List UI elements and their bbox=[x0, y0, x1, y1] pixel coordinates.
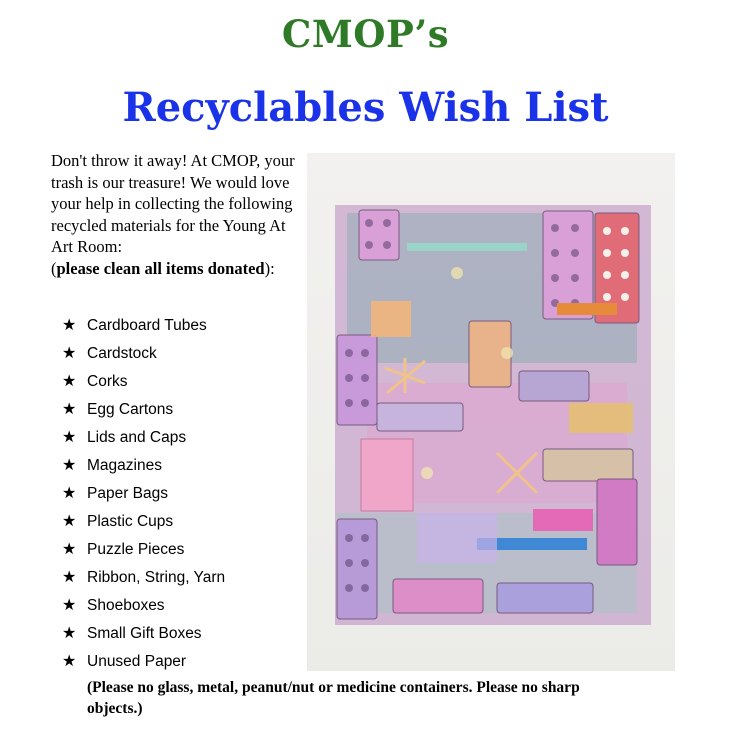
intro-open-paren: ( bbox=[51, 258, 57, 278]
intro-bold-text: please clean all items donated bbox=[56, 258, 265, 278]
list-item bbox=[62, 456, 225, 484]
star-bullet-icon: ★ bbox=[62, 429, 77, 446]
star-bullet-icon: ★ bbox=[62, 541, 77, 558]
star-bullet-icon: ★ bbox=[62, 569, 77, 586]
wish-list bbox=[62, 316, 225, 680]
list-item bbox=[62, 568, 225, 596]
list-item-label: Puzzle Pieces bbox=[87, 541, 185, 558]
page-title-line1: CMOP’s bbox=[281, 12, 450, 56]
intro-close-paren: ): bbox=[264, 258, 275, 278]
list-item-label: Egg Cartons bbox=[87, 401, 174, 418]
page-title-line2: Recyclables Wish List bbox=[122, 84, 609, 131]
list-item-label: Shoeboxes bbox=[87, 597, 165, 614]
star-bullet-icon: ★ bbox=[62, 317, 77, 334]
star-bullet-icon: ★ bbox=[62, 513, 77, 530]
list-item bbox=[62, 596, 225, 624]
star-bullet-icon: ★ bbox=[62, 373, 77, 390]
star-bullet-icon: ★ bbox=[62, 401, 77, 418]
list-item-label: Small Gift Boxes bbox=[87, 625, 202, 642]
list-item bbox=[62, 372, 225, 400]
star-bullet-icon: ★ bbox=[62, 485, 77, 502]
list-item-label: Plastic Cups bbox=[87, 513, 174, 530]
star-bullet-icon: ★ bbox=[62, 653, 77, 670]
star-bullet-icon: ★ bbox=[62, 597, 77, 614]
list-item bbox=[62, 512, 225, 540]
intro-text: Don't throw it away! At CMOP, your trash is our treasure! We would love your help in collecting the following recycled materials for the Young At Art Room: bbox=[51, 151, 295, 257]
list-item-label: Ribbon, String, Yarn bbox=[87, 569, 226, 586]
list-item bbox=[62, 400, 225, 428]
star-bullet-icon: ★ bbox=[62, 345, 77, 362]
list-item bbox=[62, 428, 225, 456]
list-item-label: Cardboard Tubes bbox=[87, 317, 207, 334]
list-item-label: Magazines bbox=[87, 457, 162, 474]
star-bullet-icon: ★ bbox=[62, 625, 77, 642]
list-item bbox=[62, 316, 225, 344]
list-item-label: Unused Paper bbox=[87, 653, 187, 670]
intro-paragraph bbox=[51, 150, 303, 280]
list-item-label: Corks bbox=[87, 373, 128, 390]
restrictions-note: (Please no glass, metal, peanut/nut or medicine containers. Please no sharp objects.) bbox=[87, 679, 580, 717]
list-item bbox=[62, 540, 225, 568]
star-bullet-icon: ★ bbox=[62, 457, 77, 474]
list-item bbox=[62, 484, 225, 512]
list-item bbox=[62, 344, 225, 372]
list-item-label: Cardstock bbox=[87, 345, 157, 362]
list-item bbox=[62, 624, 225, 652]
list-item bbox=[62, 652, 225, 680]
list-item-label: Lids and Caps bbox=[87, 429, 187, 446]
artwork-photo bbox=[307, 153, 675, 671]
list-item-label: Paper Bags bbox=[87, 485, 168, 502]
